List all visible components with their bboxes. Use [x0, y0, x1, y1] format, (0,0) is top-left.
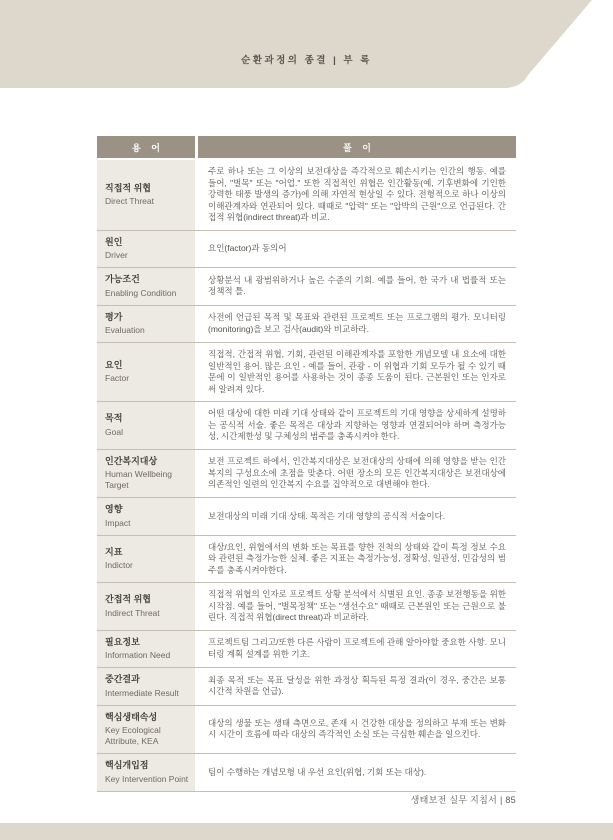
- definition-cell: 요인(factor)과 동의어: [208, 243, 287, 253]
- definition-cell: 프로젝트팀 그리고/또한 다른 사람이 프로젝트에 관해 알아야할 중요한 사항. 모니터링 계획 설계를 위한 기초.: [208, 637, 506, 659]
- term-column-header: 용 어: [97, 136, 195, 158]
- term-cell: [97, 343, 195, 401]
- definition-cell: 직접적 위협의 인자로 프로젝트 상황 분석에서 식별된 요인. 종종 보전행동을 위한 시작점. 예를 들어, "벌목정책" 또는 "생선수요" 때때로 근본원인 또는 근원으로 불린다. 직접적 위협(direct threat)과 비교하라.: [208, 589, 506, 622]
- definition-cell: 주로 하나 또는 그 이상의 보전대상을 즉각적으로 훼손시키는 인간의 행동. 예를 들어, "벌목" 또는 "어업." 또한 직접적인 위협은 인간활동(예, 기후변화에 기인한 강력한 태풍 발생의 증가)에 의해 자연적 현상일 수 있다. 전형적으로 하나 이상의 이해관계자와 연관되어 있다. 때때로 "압력" 또는 "압박의 근원"으로 언급된다. 간접적 위협(indirect threat)과 비교.: [208, 166, 506, 222]
- term-english: Information Need: [105, 650, 171, 660]
- term-cell: [97, 668, 195, 705]
- term-cell: [97, 498, 195, 535]
- term-english: Factor: [105, 373, 130, 384]
- term-korean: 간접적 위협: [105, 594, 151, 604]
- table-row: [97, 754, 516, 792]
- term-cell: [97, 536, 195, 583]
- top-banner: [0, 0, 613, 88]
- table-row: [97, 668, 516, 706]
- table-row: [97, 160, 516, 231]
- term-korean: 원인: [105, 236, 123, 247]
- definition-cell: 사전에 언급된 목적 및 목표와 관련된 프로젝트 또는 프로그램의 평가. 모니터링(monitoring)을 보고 검사(audit)와 비교하라.: [208, 312, 506, 334]
- term-english: Key Intervention Point: [105, 773, 189, 784]
- term-korean: 직접적 위협: [105, 182, 151, 193]
- table-row: [97, 402, 516, 450]
- term-korean: 영향: [105, 504, 123, 514]
- table-row: [97, 306, 516, 344]
- term-cell: [97, 306, 195, 343]
- banner-shape: [0, 0, 613, 88]
- term-korean: 지표: [105, 546, 123, 557]
- term-english: Indirect Threat: [105, 607, 160, 618]
- term-korean: 중간결과: [105, 674, 140, 684]
- term-korean: 핵심생태속성: [105, 711, 158, 722]
- term-cell: [97, 583, 195, 630]
- table-row: [97, 536, 516, 584]
- term-english: Driver: [105, 250, 128, 260]
- term-cell: [97, 160, 195, 230]
- term-korean: 핵심개입점: [105, 760, 149, 770]
- definition-cell: 상황분석 내 광범위하거나 높은 수준의 기회. 예를 들어, 한 국가 내 법률적 또는 정책적 틀.: [208, 274, 506, 297]
- table-header-row: [97, 136, 516, 158]
- term-cell: [97, 268, 195, 305]
- term-korean: 가능조건: [105, 274, 140, 284]
- definition-cell: 어떤 대상에 대한 미래 기대 상태와 같이 프로젝트의 기대 영향을 상세하게 설명하는 공식적 서술. 좋은 목적은 대상과 지향하는 영향과 연결되어야 하며 측정가능성, 시간제한성 및 구체성의 범주를 충족시켜야 한다.: [208, 408, 506, 441]
- term-korean: 인간복지대상: [105, 455, 158, 466]
- term-korean: 요인: [105, 359, 123, 370]
- definition-cell: 직접적, 간접적 위협, 기회, 관련된 이해관계자를 포함한 개념모델 내 요소에 대한 일반적인 용어. 많은 요인 - 예를 들어, 관광 - 이 위협과 기회 모두가 될 수 있기 때문에 이 일반적인 용어를 사용하는 것이 종종 도움이 된다. 근본원인 또는 인자로써 알려져 있다.: [208, 349, 506, 394]
- bottom-strip: [0, 823, 613, 840]
- term-english: Evaluation: [105, 325, 145, 335]
- term-english: Impact: [105, 517, 131, 528]
- term-korean: 평가: [105, 311, 123, 322]
- term-english: Human Wellbeing Target: [105, 469, 172, 490]
- definition-cell: 최종 목적 또는 목표 달성을 위한 과정상 획득된 특정 결과(이 경우, 중간은 보통 시간적 차원을 언급).: [208, 674, 506, 697]
- running-head: 순환과정의 종결 | 부 록: [241, 55, 372, 66]
- table-row: [97, 268, 516, 306]
- definition-column-header: 풀 이: [198, 136, 516, 158]
- term-cell: [97, 450, 195, 498]
- page-footer: 생태보전 실무 지침서 | 85: [410, 795, 516, 805]
- term-cell: [97, 631, 195, 668]
- term-cell: [97, 402, 195, 449]
- term-english: Enabling Condition: [105, 287, 177, 298]
- term-english: Key Ecological Attribute, KEA: [105, 725, 161, 746]
- table-row: [97, 231, 516, 269]
- term-cell: [97, 754, 195, 791]
- definition-cell: 대상의 생물 또는 생태 측면으로, 존재 시 건강한 대상을 정의하고 부재 또는 변화 시 시간이 흐름에 따라 대상의 즉각적인 소실 또는 극심한 훼손을 일으킨다.: [208, 717, 506, 740]
- table-row: [97, 343, 516, 402]
- term-english: Indictor: [105, 560, 133, 570]
- definition-cell: 보전대상의 미래 기대 상태. 목적은 기대 영향의 공식적 서술이다.: [208, 510, 446, 521]
- definition-cell: 보전 프로젝트 하에서, 인간복지대상은 보전대상의 상태에 의해 영향을 받는 인간복지의 구성요소에 초점을 맞춘다. 어떤 장소의 모든 인간복지대상은 보전대상에 의존적인 일련의 인간복지 수요를 집약적으로 대변해야 한다.: [208, 456, 506, 489]
- term-english: Direct Threat: [105, 196, 154, 206]
- glossary-table: [97, 136, 516, 792]
- table-row: [97, 498, 516, 536]
- definition-cell: 대상/요인, 위협에서의 변화 또는 목표를 향한 진척의 상태와 같이 특정 정보 수요와 관련된 측정가능한 실체. 좋은 지표는 측정가능성, 정확성, 일관성, 민감성의 범주를 충족시켜야한다.: [208, 541, 506, 575]
- table-row: [97, 583, 516, 631]
- term-korean: 필요정보: [105, 636, 140, 647]
- term-english: Goal: [105, 426, 123, 437]
- definition-cell: 팀이 수행하는 개념모형 내 우선 요인(위협, 기회 또는 대상).: [208, 766, 427, 777]
- table-row: [97, 450, 516, 499]
- table-row: [97, 631, 516, 669]
- term-english: Intermediate Result: [105, 687, 179, 698]
- table-row: [97, 706, 516, 755]
- term-cell: [97, 706, 195, 754]
- term-korean: 목적: [105, 413, 123, 423]
- term-cell: [97, 231, 195, 268]
